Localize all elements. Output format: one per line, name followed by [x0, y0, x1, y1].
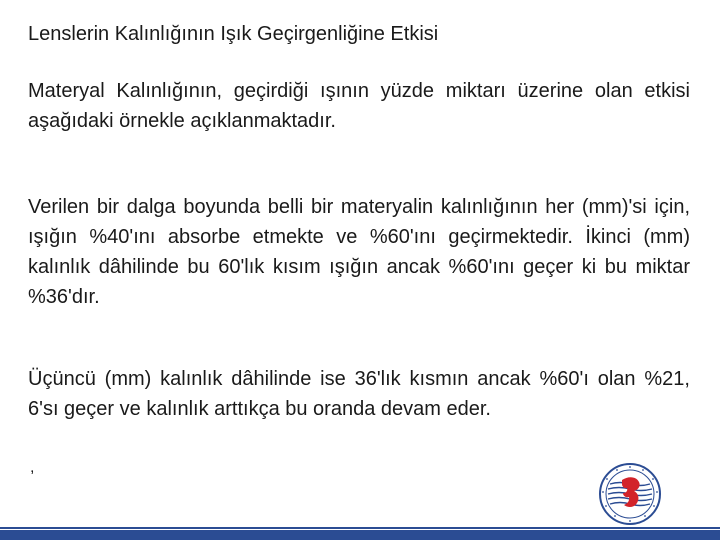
slide-title: Lenslerin Kalınlığının Işık Geçirgenliğine Etkisi [28, 23, 439, 45]
footer-bar [0, 530, 720, 540]
footer-divider [0, 527, 720, 529]
paragraph-third-mm: Üçüncü (mm) kalınlık dâhilinde ise 36'lık kısmın ancak %60'ı olan %21, 6'sı geçer ve kalınlık arttıkça bu oranda devam eder. [28, 368, 690, 420]
paragraph-intro: Materyal Kalınlığının, geçirdiği ışının yüzde miktarı üzerine olan etkisi aşağıdaki örnekle açıklanmaktadır. [28, 80, 690, 132]
paragraph-example: Verilen bir dalga boyunda belli bir materyalin kalınlığının her (mm)'si için, ışığın %40'ını absorbe etmekte ve %60'ını geçirmektedir. İkinci (mm) kalınlık dâhilinde bu 60'lık kısım ışığın ancak %60'ını geçer ki bu miktar %36'dır. [28, 196, 690, 308]
university-seal-icon [598, 462, 662, 526]
stray-comma: , [30, 459, 35, 476]
